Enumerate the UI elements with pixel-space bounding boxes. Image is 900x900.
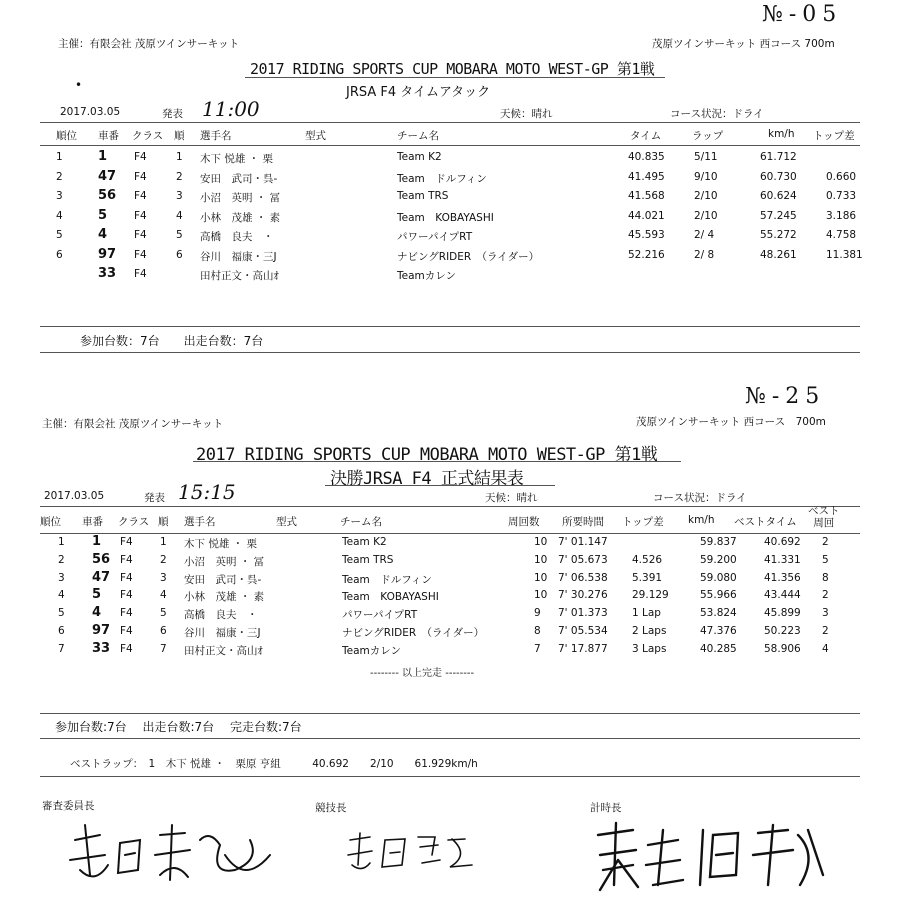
cell-no: 4	[92, 605, 102, 621]
cell-rider: 木下 悦雄 ・ 栗	[184, 538, 258, 550]
subtitle: JRSA F4 タイムアタック	[346, 85, 491, 100]
table-row	[40, 226, 860, 246]
col-pos: 順位	[40, 516, 61, 528]
cell-no: 47	[98, 168, 117, 184]
cell-bestlap: 2	[822, 536, 829, 548]
cell-pos: 2	[58, 553, 65, 566]
cell-kmh: 57.245	[760, 209, 797, 222]
cell-laps: 10	[534, 553, 548, 566]
cell-pos: 3	[56, 190, 63, 202]
cell-bestlap: 4	[822, 642, 829, 655]
cell-pos: 1	[56, 151, 63, 163]
cell-clspos: 5	[176, 229, 183, 241]
col-class: クラス	[132, 130, 164, 142]
cell-rider: 田村正文・高山ｵ	[200, 270, 279, 282]
cell-no: 97	[92, 623, 111, 638]
table-row	[40, 148, 860, 168]
cell-clspos: 4	[160, 589, 167, 602]
table-header	[40, 505, 860, 534]
cell-team: ナビングRIDER （ライダー）	[397, 250, 540, 263]
cell-pos: 1	[58, 536, 65, 548]
col-kmh: km/h	[768, 128, 795, 140]
cell-kmh: 60.624	[760, 190, 797, 202]
col-model: 型式	[276, 516, 297, 528]
cell-cls: F4	[134, 190, 147, 202]
cell-total: 7' 17.877	[558, 642, 608, 655]
cell-kmh: 60.730	[760, 170, 797, 183]
col-best-lap: ベスト 周回	[808, 505, 840, 529]
cell-gap: 3.186	[826, 209, 857, 222]
cell-best: 40.692	[764, 536, 801, 548]
col-rider: 選手名	[184, 516, 216, 528]
cell-cls: F4	[120, 553, 133, 566]
cell-best: 43.444	[764, 589, 801, 602]
cell-team: パワーパイプRT	[397, 231, 473, 243]
cell-gap: 5.391	[632, 571, 663, 584]
cell-rider: 小林 茂雄 ・ 素	[184, 591, 265, 604]
cell-gap: 11.381	[826, 248, 863, 261]
cell-no: 5	[98, 207, 108, 223]
cell-best: 45.899	[764, 607, 801, 620]
cell-clspos: 3	[176, 190, 183, 202]
venue: 茂原ツインサーキット 西コース 700m	[636, 416, 826, 428]
cell-best: 41.356	[764, 571, 801, 584]
col-team: チーム名	[340, 516, 382, 528]
cell-total: 7' 30.276	[558, 589, 608, 602]
cell-bestlap: 5	[822, 553, 829, 566]
cell-rider: 小沼 英明 ・ 冨	[184, 555, 265, 568]
cell-cls: F4	[120, 642, 133, 655]
cell-lap: 2/10	[694, 190, 718, 202]
cell-no: 33	[92, 640, 111, 656]
cell-no: 5	[92, 587, 102, 603]
sig-label-judge: 審査委員長	[42, 800, 95, 812]
cell-clspos: 6	[176, 248, 183, 261]
cell-kmh: 48.261	[760, 248, 797, 261]
cell-team: Team KOBAYASHI	[342, 591, 439, 604]
doc-number: №-25	[745, 384, 826, 409]
doc-number: №-05	[762, 2, 843, 27]
col-gap: トップ差	[622, 516, 664, 528]
cell-team: Team K2	[397, 151, 442, 163]
col-class: クラス	[118, 516, 150, 528]
col-rider: 選手名	[200, 130, 232, 142]
table-row	[40, 265, 860, 285]
course-condition: コース状況：ドライ	[670, 108, 764, 120]
finish-note: -------- 以上完走 --------	[370, 668, 475, 679]
col-class-pos: 順	[158, 516, 169, 528]
cell-pos: 4	[56, 209, 63, 222]
cell-pos: 5	[58, 607, 65, 620]
dot-mark: •	[75, 78, 83, 92]
cell-pos: 3	[58, 571, 65, 584]
cell-bestlap: 2	[822, 589, 829, 602]
cell-rider: 谷川 福康・三J	[184, 627, 261, 639]
cell-pos: 4	[58, 589, 65, 602]
cell-laps: 7	[534, 642, 541, 655]
cell-time: 41.495	[628, 170, 665, 183]
cell-total: 7' 06.538	[558, 571, 608, 584]
cell-no: 1	[92, 534, 102, 549]
table-header	[40, 125, 860, 145]
cell-cls: F4	[134, 248, 147, 261]
cell-cls: F4	[134, 151, 147, 163]
cell-time: 44.021	[628, 209, 665, 222]
cell-clspos: 1	[160, 536, 167, 548]
weather: 天候：晴れ	[485, 492, 538, 504]
col-pos: 順位	[56, 130, 77, 142]
cell-total: 7' 01.147	[558, 536, 608, 548]
cell-total: 7' 05.673	[558, 553, 608, 566]
cell-bestlap: 3	[822, 607, 829, 620]
cell-kmh: 59.837	[700, 536, 737, 548]
cell-pos: 6	[56, 248, 63, 261]
cell-cls: F4	[120, 625, 133, 637]
announce-time: 15:15	[178, 480, 236, 504]
cell-no: 56	[98, 188, 117, 203]
cell-total: 7' 01.373	[558, 607, 608, 620]
col-best-time: ベストタイム	[734, 516, 797, 528]
cell-no: 97	[98, 246, 117, 262]
organizer: 主催：有限会社 茂原ツインサーキット	[58, 38, 240, 50]
announce-label: 発表	[144, 492, 165, 504]
course-condition: コース状況：ドライ	[653, 492, 747, 504]
table-row	[40, 187, 860, 207]
cell-total: 7' 05.534	[558, 625, 608, 637]
col-lap: ラップ	[692, 130, 724, 142]
announce-label: 発表	[162, 108, 183, 120]
cell-kmh: 40.285	[700, 642, 737, 655]
summary: 参加台数:7台 出走台数:7台 完走台数:7台	[55, 720, 302, 734]
table-row	[40, 640, 860, 660]
col-model: 型式	[305, 130, 326, 142]
cell-gap: 2 Laps	[632, 625, 667, 637]
date: 2017.03.05	[44, 490, 105, 502]
cell-pos: 2	[56, 170, 63, 183]
cell-laps: 10	[534, 536, 548, 548]
cell-lap: 5/11	[694, 151, 718, 163]
cell-team: Team ドルフィン	[342, 573, 432, 586]
signature-director	[340, 825, 490, 885]
col-no: 車番	[98, 130, 119, 142]
sig-label-director: 競技長	[315, 802, 347, 814]
cell-cls: F4	[134, 170, 147, 183]
cell-rider: 小沼 英明 ・ 冨	[200, 192, 281, 204]
cell-best: 41.331	[764, 553, 801, 566]
col-no: 車番	[82, 516, 103, 528]
cell-clspos: 7	[160, 642, 167, 655]
cell-no: 47	[92, 569, 111, 585]
col-total-time: 所要時間	[562, 516, 604, 528]
cell-gap: 4.758	[826, 229, 857, 241]
cell-rider: 木下 悦雄 ・ 栗	[200, 153, 274, 165]
cell-time: 52.216	[628, 248, 665, 261]
col-laps: 周回数	[508, 516, 540, 528]
cell-cls: F4	[134, 209, 147, 222]
cell-rider: 高橋 良夫 ・	[184, 609, 258, 622]
cell-clspos: 5	[160, 607, 167, 620]
cell-rider: 小林 茂雄 ・ 素	[200, 211, 281, 224]
cell-team: ナビングRIDER （ライダー）	[342, 627, 485, 639]
cell-no: 4	[98, 227, 108, 242]
signature-timekeeper	[588, 815, 838, 895]
cell-laps: 8	[534, 625, 541, 637]
cell-no: 56	[92, 551, 111, 567]
cell-cls: F4	[120, 589, 133, 602]
cell-bestlap: 8	[822, 571, 829, 584]
cell-rider: 田村正文・高山ｵ	[184, 644, 263, 657]
cell-rider: 安田 武司・呉-	[184, 573, 262, 586]
col-gap: トップ差	[813, 130, 855, 142]
cell-best: 50.223	[764, 625, 801, 637]
cell-rider: 高橋 良夫 ・	[200, 231, 274, 243]
cell-pos: 7	[58, 642, 65, 655]
cell-pos: 6	[58, 625, 65, 637]
cell-team: Teamカレン	[342, 644, 401, 657]
date: 2017.03.05	[60, 106, 121, 118]
cell-clspos: 1	[176, 151, 183, 163]
cell-gap: 0.660	[826, 170, 857, 183]
cell-clspos: 2	[160, 553, 167, 566]
table-row	[40, 168, 860, 188]
cell-kmh: 59.200	[700, 553, 737, 566]
best-lap: ベストラップ： 1 木下 悦雄 ・ 栗原 亨組 40.692 2/10 61.929km/h	[70, 758, 478, 770]
summary: 参加台数：7台 出走台数：7台	[80, 334, 264, 348]
cell-team: Team K2	[342, 536, 387, 548]
subtitle: 決勝JRSA F4 正式結果表	[330, 469, 524, 489]
col-class-pos: 順	[174, 130, 185, 142]
page-title: 2017 RIDING SPORTS CUP MOBARA MOTO WEST-GP 第1戦	[196, 445, 658, 465]
col-team: チーム名	[397, 130, 439, 142]
cell-team: Team KOBAYASHI	[397, 211, 494, 224]
cell-lap: 2/ 4	[694, 229, 715, 241]
page-title: 2017 RIDING SPORTS CUP MOBARA MOTO WEST-GP 第1戦	[250, 60, 655, 78]
cell-cls: F4	[120, 536, 133, 548]
cell-team: Team TRS	[397, 190, 449, 202]
cell-laps: 9	[534, 607, 541, 620]
cell-kmh: 61.712	[760, 151, 797, 163]
cell-gap: 3 Laps	[632, 642, 667, 655]
cell-rider: 谷川 福康・三J	[200, 250, 277, 263]
cell-cls: F4	[134, 268, 147, 280]
cell-kmh: 53.824	[700, 607, 737, 620]
cell-no: 33	[98, 266, 117, 281]
cell-kmh: 55.272	[760, 229, 797, 241]
col-kmh: km/h	[688, 514, 715, 526]
cell-clspos: 6	[160, 625, 167, 637]
cell-team: パワーパイプRT	[342, 609, 418, 622]
cell-gap: 29.129	[632, 589, 669, 602]
cell-kmh: 47.376	[700, 625, 737, 637]
cell-cls: F4	[120, 607, 133, 620]
sig-label-timekeeper: 計時長	[590, 802, 622, 814]
organizer: 主催：有限会社 茂原ツインサーキット	[42, 418, 224, 430]
cell-clspos: 4	[176, 209, 183, 222]
venue: 茂原ツインサーキット 西コース 700m	[652, 38, 835, 50]
cell-time: 45.593	[628, 229, 665, 241]
cell-rider: 安田 武司・呉-	[200, 172, 278, 185]
cell-laps: 10	[534, 571, 548, 584]
table-row	[40, 246, 863, 266]
cell-team: Team ドルフィン	[397, 172, 487, 185]
cell-time: 40.835	[628, 151, 665, 163]
announce-time: 11:00	[202, 97, 260, 121]
cell-cls: F4	[134, 229, 147, 241]
weather: 天候：晴れ	[500, 108, 553, 120]
cell-lap: 2/10	[694, 209, 718, 222]
cell-cls: F4	[120, 571, 133, 584]
cell-laps: 10	[534, 589, 548, 602]
table-row	[40, 207, 860, 227]
cell-team: Team TRS	[342, 553, 394, 566]
cell-bestlap: 2	[822, 625, 829, 637]
cell-no: 1	[98, 149, 108, 164]
cell-pos: 5	[56, 229, 63, 241]
cell-lap: 2/ 8	[694, 248, 715, 261]
cell-gap: 4.526	[632, 553, 663, 566]
cell-kmh: 59.080	[700, 571, 737, 584]
cell-gap: 1 Lap	[632, 607, 661, 620]
cell-clspos: 2	[176, 170, 183, 183]
cell-lap: 9/10	[694, 170, 718, 183]
cell-clspos: 3	[160, 571, 167, 584]
signature-judge	[60, 815, 290, 895]
cell-team: Teamカレン	[397, 270, 456, 282]
cell-time: 41.568	[628, 190, 665, 202]
cell-gap: 0.733	[826, 190, 857, 202]
cell-kmh: 55.966	[700, 589, 737, 602]
col-time: タイム	[630, 130, 662, 142]
cell-best: 58.906	[764, 642, 801, 655]
